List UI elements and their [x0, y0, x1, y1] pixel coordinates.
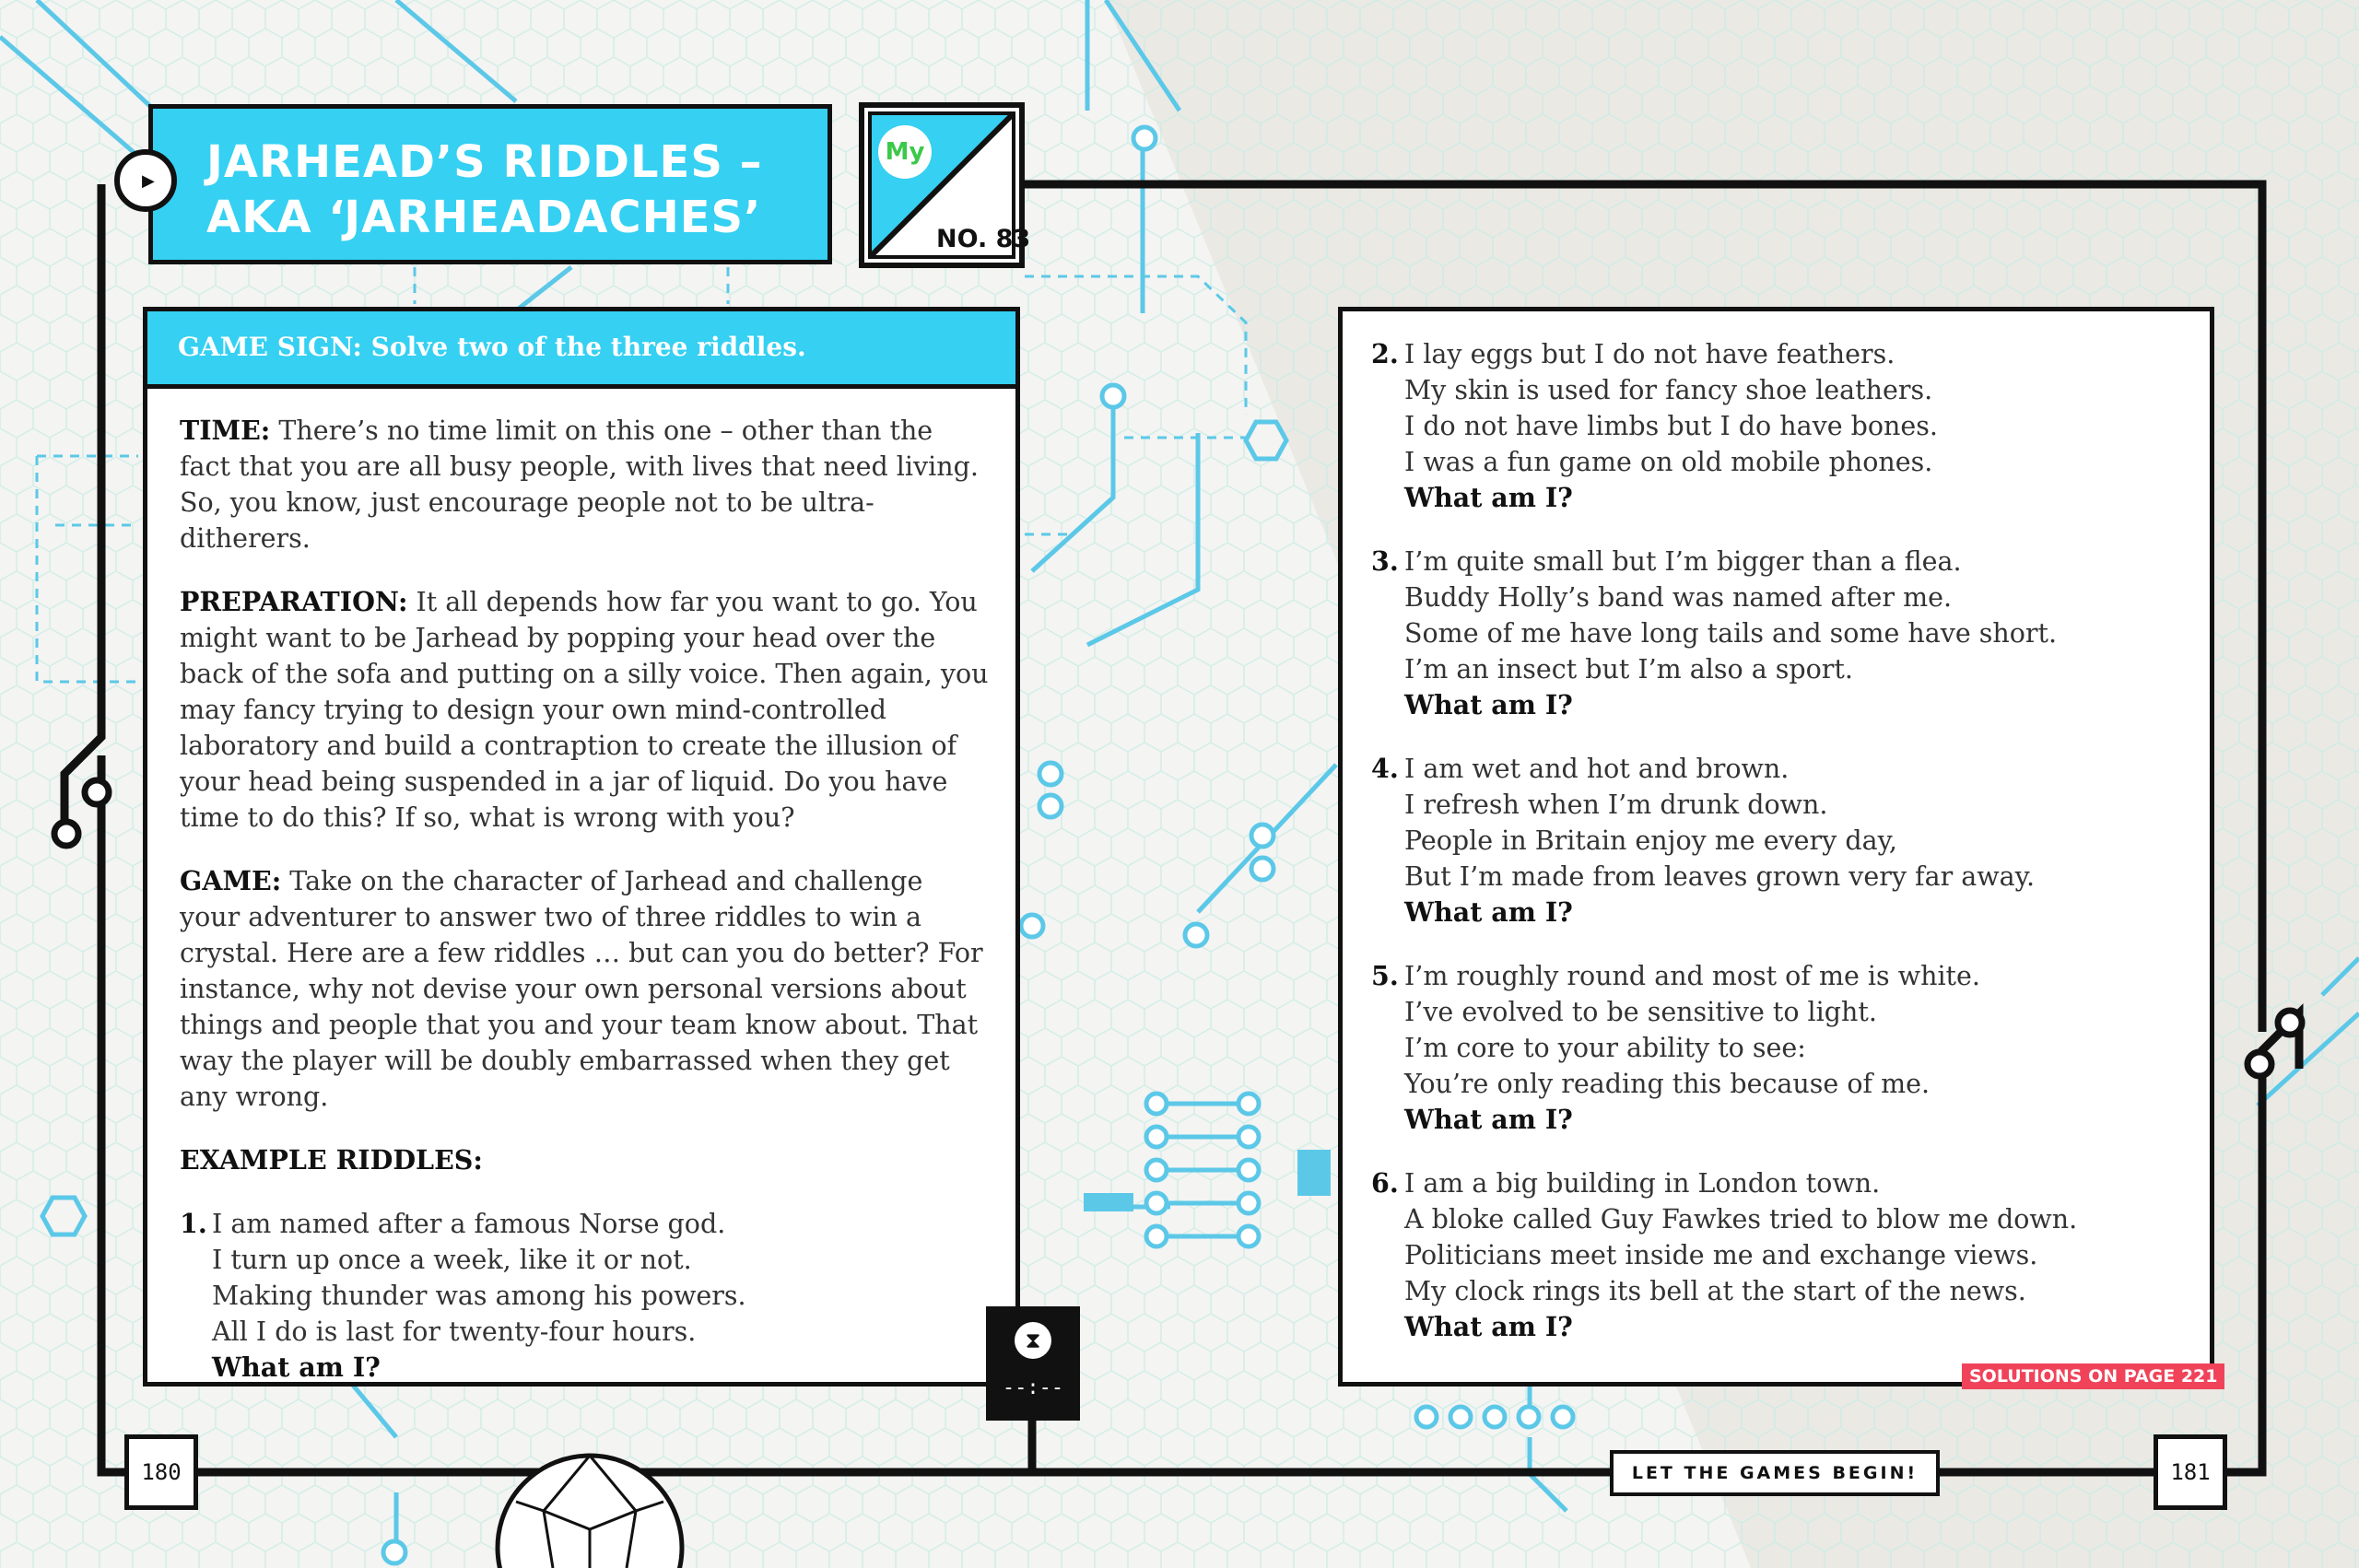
riddle-1 — [180, 1206, 991, 1386]
riddle-6 — [1371, 1165, 2182, 1345]
riddle-line: I lay eggs but I do not have feathers. — [1404, 339, 1895, 369]
riddle-line: I’m core to your ability to see: — [1404, 1033, 1806, 1063]
preparation-text: It all depends how far you want to go. You might want to be Jarhead by popping your head over the back of the sofa and putting on a silly voice. Then again, you may fancy trying to design your own mind-controlled laboratory and build a contraption to create the illusion of your head being suspended in a jar of liquid. Do you have time to do this? If so, what is wrong with you? — [180, 587, 989, 833]
riddle-line: All I do is last for twenty-four hours. — [212, 1316, 697, 1347]
my-logo: My — [878, 125, 932, 179]
preparation-label: PREPARATION: — [180, 586, 408, 617]
riddle-line: I was a fun game on old mobile phones. — [1404, 447, 1933, 477]
page-number-left: 180 — [124, 1434, 198, 1510]
riddle-number: 6. — [1371, 1167, 1399, 1199]
riddle-number: 4. — [1371, 753, 1399, 784]
riddle-number: 3. — [1371, 545, 1399, 577]
riddle-line: Politicians meet inside me and exchange views. — [1404, 1240, 2038, 1270]
game-label: GAME: — [180, 865, 282, 896]
riddle-question: What am I? — [212, 1352, 381, 1383]
page-number-right: 181 — [2154, 1434, 2227, 1510]
riddle-line: You’re only reading this because of me. — [1404, 1069, 1931, 1099]
time-section — [180, 413, 991, 556]
riddle-line: I’m an insect but I’m also a sport. — [1404, 654, 1853, 685]
solutions-tag: SOLUTIONS ON PAGE 221 — [1962, 1363, 2224, 1389]
examples-heading: EXAMPLE RIDDLES: — [180, 1144, 483, 1176]
riddle-line: I’ve evolved to be sensitive to light. — [1404, 997, 1877, 1027]
riddle-line: Some of me have long tails and some have short. — [1404, 618, 2058, 649]
hourglass-icon: ⧗ — [1015, 1322, 1051, 1359]
page-title: JARHEAD’S RIDDLES – AKA ‘JARHEADACHES’ — [206, 136, 763, 243]
riddle-line: I am a big building in London town. — [1404, 1168, 1881, 1199]
riddle-question: What am I? — [1404, 1311, 1573, 1342]
riddle-line: Making thunder was among his powers. — [212, 1281, 746, 1311]
timer-value: --:-- — [1002, 1376, 1064, 1399]
riddle-number: 2. — [1371, 338, 1399, 369]
riddle-line: But I’m made from leaves grown very far away. — [1404, 861, 2035, 892]
play-button[interactable] — [114, 149, 177, 212]
riddle-line: I am named after a famous Norse god. — [212, 1209, 726, 1239]
riddle-4 — [1371, 751, 2182, 930]
game-sign-banner — [147, 311, 1015, 389]
riddle-number: 5. — [1371, 960, 1399, 991]
riddle-line: A bloke called Guy Fawkes tried to blow me down. — [1404, 1204, 2078, 1235]
riddle-question: What am I? — [1404, 896, 1573, 928]
riddle-line: I’m quite small but I’m bigger than a flea. — [1404, 546, 1962, 577]
riddle-line: People in Britain enjoy me every day, — [1404, 825, 1897, 856]
riddle-question: What am I? — [1404, 689, 1573, 720]
riddle-question: What am I? — [1404, 482, 1573, 513]
riddle-5 — [1371, 958, 2182, 1138]
riddle-line: My clock rings its bell at the start of the news. — [1404, 1276, 2026, 1306]
play-icon: ▶ — [142, 171, 155, 191]
riddle-line: I am wet and hot and brown. — [1404, 754, 1790, 784]
page-header — [148, 104, 832, 264]
game-section — [180, 863, 991, 1115]
riddle-line: I refresh when I’m drunk down. — [1404, 790, 1828, 820]
riddle-3 — [1371, 544, 2182, 723]
instructions-panel — [143, 307, 1020, 1387]
riddle-question: What am I? — [1404, 1104, 1573, 1135]
footer-tagline: LET THE GAMES BEGIN! — [1610, 1450, 1940, 1496]
riddle-line: I do not have limbs but I do have bones. — [1404, 411, 1938, 441]
game-text: Take on the character of Jarhead and challenge your adventurer to answer two of three riddles to win a crystal. Here are a few riddles … but can you do better? For instance, why not devise your own personal versions about things and people that you and your team know about. That way the player will be doubly embarrassed when they get any wrong. — [180, 866, 983, 1112]
riddle-line: I turn up once a week, like it or not. — [212, 1245, 692, 1275]
timer-widget — [986, 1306, 1080, 1421]
riddle-line: My skin is used for fancy shoe leathers. — [1404, 375, 1933, 405]
riddle-line: Buddy Holly’s band was named after me. — [1404, 582, 1953, 613]
instructions-body — [180, 413, 991, 1413]
riddles-list — [1371, 336, 2182, 1373]
preparation-section — [180, 584, 991, 836]
riddle-number: 1. — [180, 1208, 207, 1239]
game-sign-text: GAME SIGN: Solve two of the three riddles. — [178, 332, 806, 362]
riddles-panel — [1338, 307, 2214, 1387]
time-label: TIME: — [180, 415, 271, 446]
game-number: NO. 83 — [936, 225, 1031, 253]
riddle-line: I’m roughly round and most of me is white. — [1404, 961, 1980, 991]
riddle-2 — [1371, 336, 2182, 516]
time-text: There’s no time limit on this one – other than the fact that you are all busy people, with lives that need living. So, you know, just encourage people not to be ultra-ditherers. — [180, 415, 979, 554]
